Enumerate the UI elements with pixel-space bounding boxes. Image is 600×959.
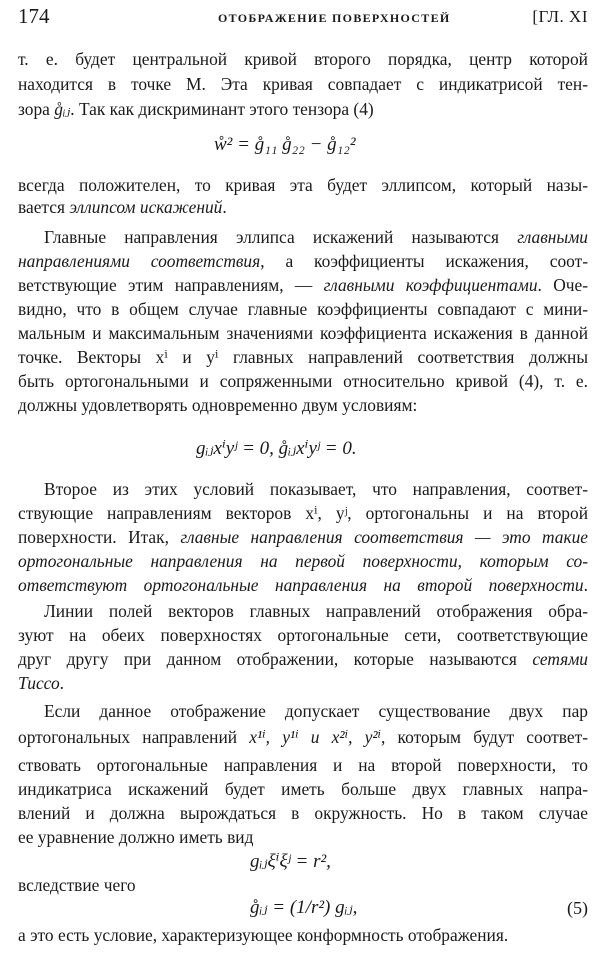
text-line: должны удовлетворять одновременно двум условиям: [18, 395, 418, 415]
text-line: зора g̊ᵢⱼ. Так как дискриминант этого тензора (4) [18, 99, 374, 119]
text-line: Главные направления эллипса искажений называются главными [44, 227, 588, 247]
text-line: ортогональные направления на первой поверхности, которым со- [18, 551, 588, 571]
text-line: влений и должна вырождаться в окружность. Но в таком случае [18, 803, 588, 823]
text-line: Тиссо. [18, 673, 65, 693]
text-line: ортогональных направлений x¹ⁱ, y¹ⁱ и x²ⁱ, y²ⁱ, которым будут соответ- [18, 727, 589, 747]
text-line: быть ортогональными и сопряженными относительно кривой (4), т. е. [18, 371, 588, 391]
text-line: ствующие направлениям векторов xⁱ, yʲ, ортогональны и на второй [18, 503, 588, 523]
text-line: а это есть условие, характеризующее конформность отображения. [18, 925, 509, 945]
formula-discriminant: ẘ² = g̊₁₁ g̊₂₂ − g̊₁₂² [214, 134, 356, 155]
page-number: 174 [18, 4, 50, 28]
text-line: Второе из этих условий показывает, что направления, соответ- [44, 479, 588, 499]
formula-circle: gᵢⱼξⁱξʲ = r², [250, 851, 331, 872]
text-line: направлениями соответствия, а коэффициенты искажения, соот- [18, 251, 588, 271]
page-header [18, 4, 588, 34]
text-line: индикатриса искажений будет иметь больше двух главных напра- [18, 779, 588, 799]
text-line: Линии полей векторов главных направлений отображения обра- [44, 601, 588, 621]
formula-conditions: gᵢⱼxⁱyʲ = 0, g̊ᵢⱼxⁱyʲ = 0. [196, 438, 357, 459]
text-line: поверхности. Итак, главные направления соответствия — это такие [18, 527, 588, 547]
text-line: Если данное отображение допускает существование двух пар [44, 701, 588, 721]
text-line: ветствующие этим направлениям, — главными коэффициентами. Оче- [18, 275, 589, 295]
text-line: вследствие чего [18, 875, 136, 895]
chapter-label: [ГЛ. XI [532, 7, 588, 26]
text-line: мальным и максимальным значениями коэффициента искажения в данной [18, 323, 588, 343]
text-line: зуют на обеих поверхностях ортогональные сети, соответствующие [18, 625, 588, 645]
text-line: всегда положителен, то кривая эта будет эллипсом, который назы- [18, 175, 588, 195]
text-line: вается эллипсом искажений. [18, 197, 227, 217]
text-line: находится в точке M. Эта кривая совпадает с индикатрисой тен- [18, 74, 588, 94]
text-line: видно, что в общем случае главные коэффициенты совпадают с мини- [18, 299, 588, 319]
text-line: ствовать ортогональные направления и на второй поверхности, то [18, 755, 588, 775]
text-line: друг другу при данном отображении, которые называются сетями [18, 649, 588, 669]
equation-number: (5) [567, 898, 588, 918]
text-line: ответствуют ортогональные направления на второй поверхности. [18, 575, 588, 595]
text-line: точке. Векторы xⁱ и yⁱ главных направлений соответствия должны [18, 347, 588, 367]
book-page [18, 0, 588, 959]
running-title: ОТОБРАЖЕНИЕ ПОВЕРХНОСТЕЙ [218, 11, 451, 25]
formula-conformal: g̊ᵢⱼ = (1/r²) gᵢⱼ, [250, 897, 358, 918]
text-line: т. е. будет центральной кривой второго порядка, центр которой [18, 49, 588, 69]
text-line: ее уравнение должно иметь вид [18, 827, 254, 847]
